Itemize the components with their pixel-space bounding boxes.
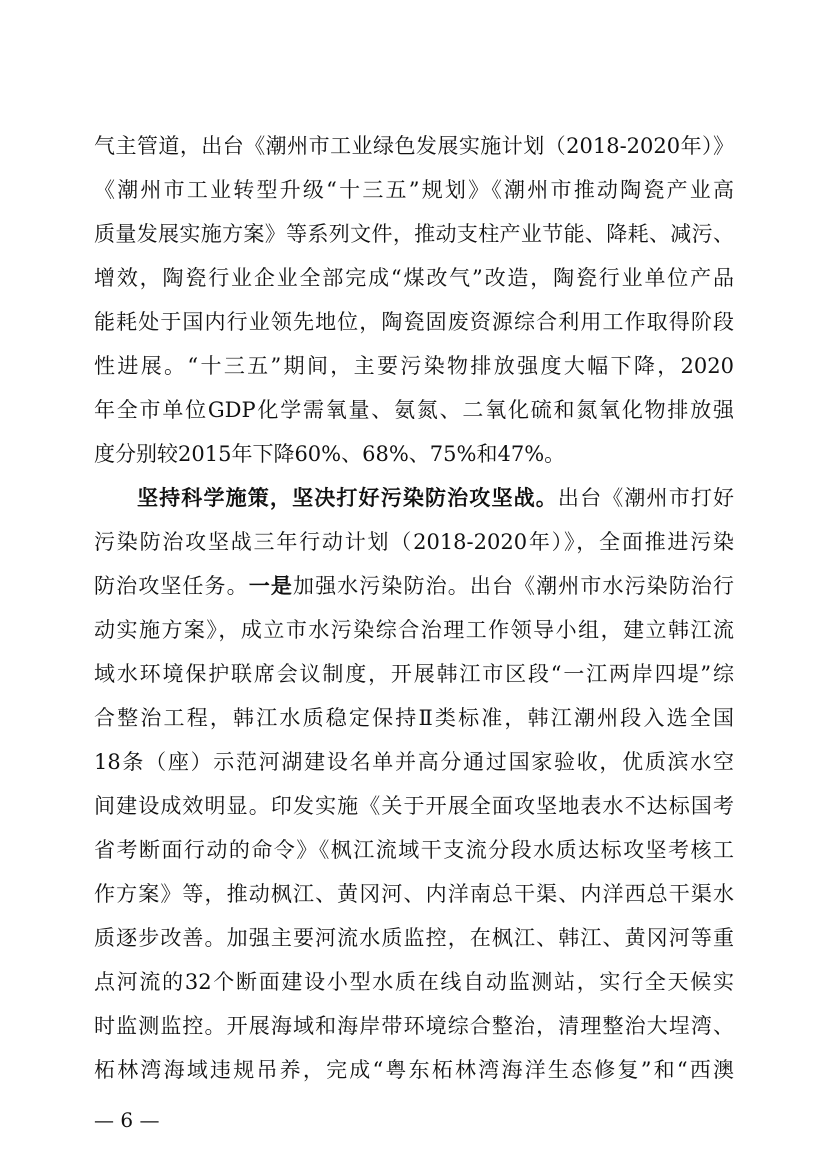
text-line: 能耗处于国内行业领先地位，陶瓷固废资源综合利用工作取得阶段 <box>94 310 734 334</box>
emphasis-label: 一是 <box>248 573 293 598</box>
text-line: 省考断面行动的命令》《枫江流域干支流分段水质达标攻坚考核工 <box>94 838 734 862</box>
text-line: 合整治工程，韩江水质稳定保持Ⅱ类标准，韩江潮州段入选全国 <box>94 706 734 730</box>
text-line <box>94 571 734 601</box>
text-line: 点河流的32个断面建设小型水质在线自动监测站，实行全天候实 <box>94 970 734 994</box>
section-heading: 坚持科学施策，坚决打好污染防治攻坚战。 <box>137 485 558 510</box>
text-line: 18条（座）示范河湖建设名单并高分通过国家验收，优质滨水空 <box>94 750 734 774</box>
text-line: 间建设成效明显。印发实施《关于开展全面攻坚地表水不达标国考 <box>94 794 734 818</box>
text-segment: 出台《潮州市打好 <box>557 486 734 510</box>
text-line: 质量发展实施方案》等系列文件，推动支柱产业节能、降耗、减污、 <box>94 222 734 246</box>
text-segment: 加强水污染防治。出台《潮州市水污染防治行 <box>292 574 734 598</box>
text-line <box>137 483 734 513</box>
text-line: 作方案》等，推动枫江、黄冈河、内洋南总干渠、内洋西总干渠水 <box>94 882 734 906</box>
text-line: 气主管道，出台《潮州市工业绿色发展实施计划（2018-2020年）》 <box>94 134 734 158</box>
text-line: 动实施方案》，成立市水污染综合治理工作领导小组，建立韩江流 <box>94 618 734 642</box>
text-line: 质逐步改善。加强主要河流水质监控，在枫江、韩江、黄冈河等重 <box>94 926 734 950</box>
text-segment: 防治攻坚任务。 <box>94 574 249 598</box>
text-line: 时监测监控。开展海域和海岸带环境综合整治，清理整治大埕湾、 <box>94 1014 734 1038</box>
text-line: 《潮州市工业转型升级“十三五”规划》《潮州市推动陶瓷产业高 <box>94 178 734 202</box>
text-line: 年全市单位GDP化学需氧量、氨氮、二氧化硫和氮氧化物排放强 <box>94 398 734 422</box>
text-line: 性进展。“十三五”期间，主要污染物排放强度大幅下降，2020 <box>94 354 734 378</box>
text-line: 域水环境保护联席会议制度，开展韩江市区段“一江两岸四堤”综 <box>94 662 734 686</box>
page-number: — 6 — <box>94 1108 160 1132</box>
text-line: 污染防治攻坚战三年行动计划（2018-2020年）》，全面推进污染 <box>94 530 734 554</box>
text-line: 增效，陶瓷行业企业全部完成“煤改气”改造，陶瓷行业单位产品 <box>94 266 734 290</box>
text-line: 柘林湾海域违规吊养，完成“粤东柘林湾海洋生态修复”和“西澳 <box>94 1058 734 1082</box>
text-line: 度分别较2015年下降60%、68%、75%和47%。 <box>94 442 566 466</box>
